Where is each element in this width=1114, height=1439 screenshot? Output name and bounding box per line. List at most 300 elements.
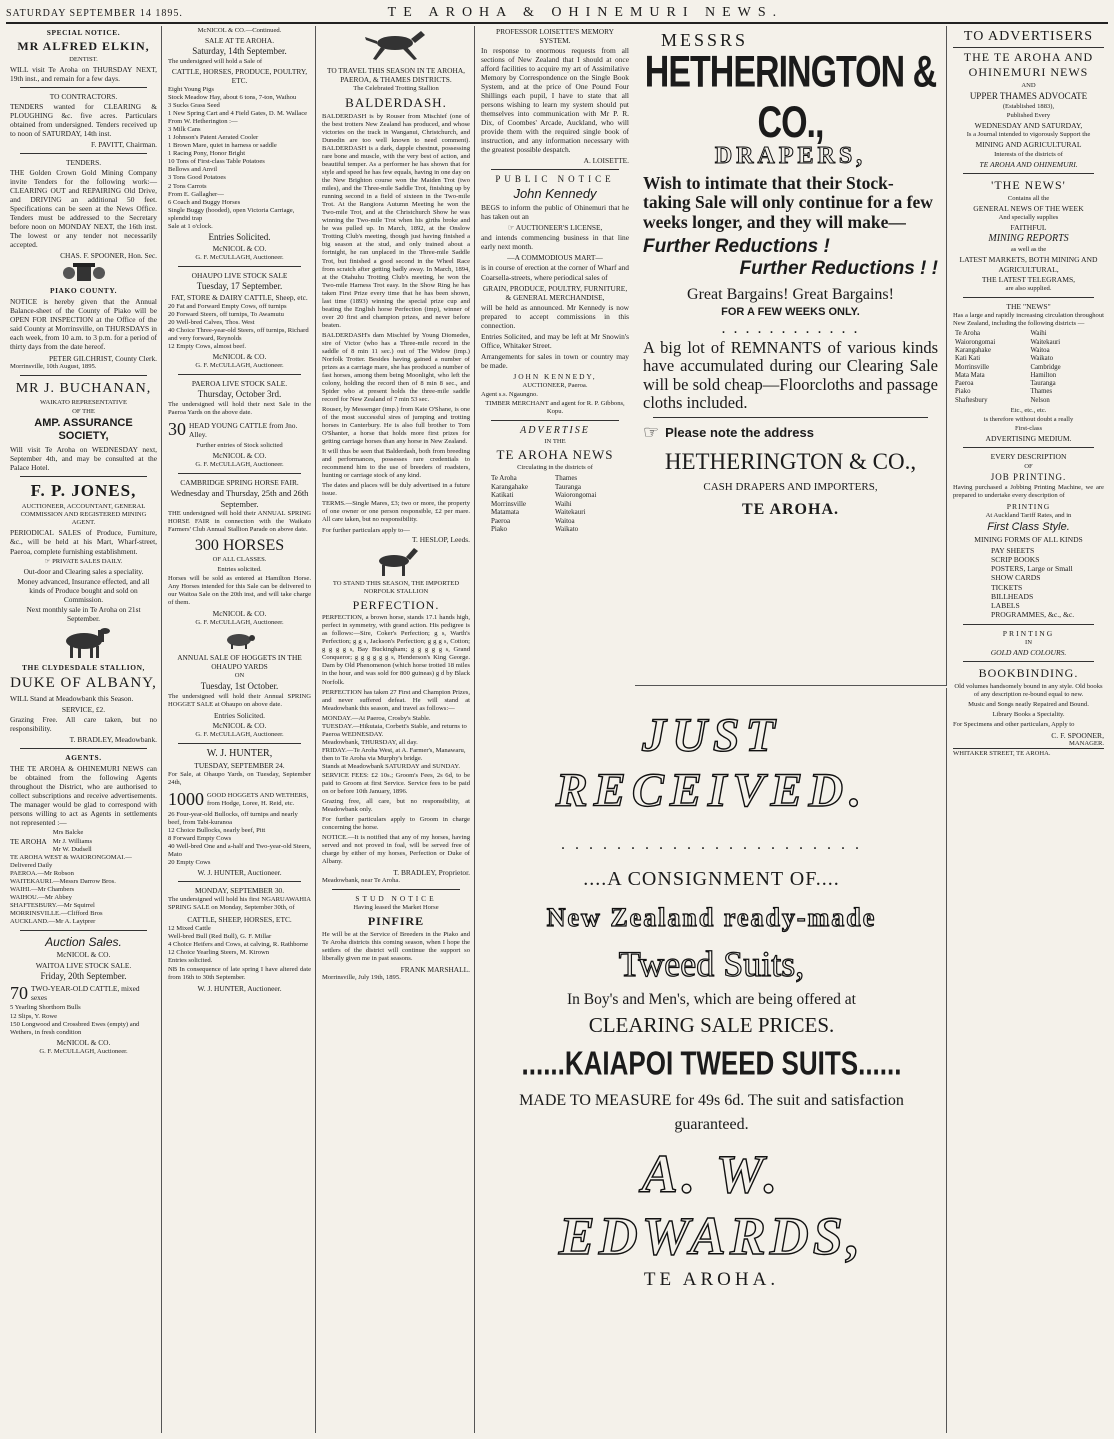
mart-body: is in course of erection at the corner of Wharf and Coarsella-streets, where periodical sales of [481,263,629,282]
piako-heading: PIAKO COUNTY. [49,286,118,296]
cambridge-date: Wednesday and Thursday, 25th and 26th September. [170,488,309,509]
duke-signature: T. BRADLEY, Meadowbank. [69,735,157,745]
kennedy-name: John Kennedy [513,186,597,202]
agents-list [10,854,157,926]
dot-divider: . . . . . . . . . . . . [721,319,860,337]
list-item: 12 Slips, Y. Rowe [10,1012,58,1020]
special-notice-heading: SPECIAL NOTICE. [46,28,121,37]
sale-intro: The undersigned will hold a Sale of [168,58,263,66]
boys-and-mens: In Boy's and Men's, which are being offered at [567,990,856,1008]
monday-signature: W. J. HUNTER, Auctioneer. [197,983,282,993]
pointing-hand-icon: ☞ [44,557,53,565]
list-item: 40 Choice Three-year-old Steers, off turnips, Richard and very forward, Reynolds [168,326,309,342]
divider [178,374,301,375]
celebrated-label: The Celebrated Trotting Stallion [353,85,439,93]
entries-solicited: Entries Solicited. [214,710,265,720]
paeroa-further: Further entries of Stock solicited [196,442,283,450]
buchanan-of: OF THE [72,407,95,415]
paeroa-heading: PAEROA LIVE STOCK SALE. [191,379,288,388]
stud-body: Having leased the Market Horse [353,904,439,912]
divider [20,930,147,931]
to-advertisers: TO ADVERTISERS [953,28,1104,48]
license-body: and intends commencing business in that line early next month. [481,233,629,252]
mining-forms: MINING FORMS OF ALL KINDS [974,535,1083,545]
ohaupo-list [168,303,311,351]
divider [178,743,301,744]
reductions-2: Further Reductions ! ! [739,257,938,279]
balderdash-body-4: It will thus be seen that Balderdash, both from breeding and performances, possesses rare credentials to recommend him to the use of breeders of roadsters, hunting or carriage stock of any kind. [322,448,470,480]
list-item: PAEROA.—Mr Robson [10,869,74,877]
kennedy-entries: Entries Solicited, and may be left at Mr Snowin's Office, Whitaker Street. [481,331,629,350]
trotting-horse-icon [361,29,431,63]
bookbinding-2: Music and Songs neatly Repaired and Bound. [968,700,1089,708]
balderdash-body-3: Rouser, by Messenger (imp.) from Kate O'Shane, is one of the most successful sires of jumping and trotting horses in Canterbury. He is also full brother to Tom O'Shanter, a horse that holds more first prizes for getting carriage horses than any horse in New Zealand. [322,406,470,446]
district-name: Thames [555,474,578,483]
jones-name: F. P. JONES, [30,480,137,500]
contractors-body: TENDERS wanted for CLEARING & PLOUGHING &c. five acres. Particulars obtained from undersigned. Tenders received up to noon of SATURDAY, 14th inst. [10,101,157,138]
list-item: SHOW CARDS [991,573,1041,583]
stand-heading: TO STAND THIS SEASON, THE IMPORTED NORFOLK STALLION [332,579,460,595]
specimens: For Specimens and other particulars, Apply to [953,720,1075,728]
as-well-as: as well as the [1010,246,1047,254]
monday-heading: MONDAY, SEPTEMBER 30. [194,886,285,896]
waitoa-count: 70 [10,982,28,1003]
district-name: Waiorongomai [555,491,597,500]
list-item: 20 Forward Steers, off turnips, To Awamutu [168,310,284,318]
auctioneer-signature: G. F. McCULLAGH, Auctioneer. [195,730,284,738]
list-item: MORRINSVILLE.—Clifford Bros [10,909,103,917]
issue-date: SATURDAY SEPTEMBER 14 1895. [6,7,183,19]
in-the: IN THE [544,438,566,446]
mining-agricultural: MINING AND AGRICULTURAL [975,140,1082,150]
waitoa-list [10,1004,157,1036]
waitoa-date: Friday, 20th September. [40,970,127,981]
grain-body: will be held as announced. Mr Kennedy is now prepared to accept commissions in this connection. [481,302,629,330]
list-item: 20 Empty Cows [168,859,211,867]
few-weeks-only: FOR A FEW WEEKS ONLY. [721,305,860,318]
in-label: IN [1025,638,1032,646]
district-name: Cambridge [1030,363,1061,371]
contractors-signature: F. PAVITT, Chairman. [91,139,157,149]
bookbinding: BOOKBINDING. [978,666,1079,681]
new-zealand-ready-made: New Zealand ready-made [546,903,877,932]
elkin-body: WILL visit Te Aroha on THURSDAY NEXT, 19th inst., and remain for a few days. [10,64,157,83]
list-item: 4 Choice Heifers and Cows, at calving, R. Rathborne [168,940,309,948]
column-7 [949,26,1108,1433]
district-name: Shaftesbury [955,396,988,404]
upper-thames: UPPER THAMES ADVOCATE [969,91,1088,102]
hoggets-on: ON [234,671,245,679]
list-item: 12 Choice Yearling Steers, M. Kirown [168,948,270,956]
list-item: 1 Johnson's Patent Aerated Cooler [168,134,259,142]
list-item: Stands at Meadowbank SATURDAY and SUNDAY. [322,762,460,770]
horses-300: 300 HORSES [194,536,285,554]
timber-note: TIMBER MERCHANT and agent for R. P. Gibbons, Kopu. [485,399,625,415]
sale-heading: SALE AT TE AROHA. [204,36,275,46]
district-name: Piako [955,388,971,396]
hunter-hoggets [168,789,311,811]
divider [963,297,1094,298]
agents-te-aroha [10,829,157,853]
waitoa-auctioneer: G. F. McCULLAGH, Auctioneer. [39,1047,128,1055]
list-item: WAIHOU.—Mr Abbey [10,893,72,901]
district-name: Waiorongomai [955,338,996,346]
etc: Etc., etc., etc. [1010,406,1047,414]
firm-signature: McNICOL & CO. [212,608,267,618]
divider [491,169,619,170]
mart-heading: —A COMMODIOUS MART— [507,253,603,263]
auctioneer-signature: G. F. McCULLAGH, Auctioneer. [195,253,284,261]
divider [20,748,147,749]
hetherington-name: HETHERINGTON & CO., [644,47,937,148]
firm-signature: McNICOL & CO. [212,351,267,361]
column-4 [477,26,633,686]
district-name: Mata Mata [955,371,985,379]
auction-firm: McNICOL & CO. [56,950,111,960]
agents-body: THE TE AROHA & OHINEMURI NEWS can be obtained from the following Agents throughout the District, who are authorised to collect subscriptions and receive advertisements. The manager would be glad to correspond with persons willing to act as Agents in settlements not represented :— [10,764,157,828]
ohaupo-date: Tuesday, 17 September. [196,280,283,291]
list-item: FRIDAY.—Te Aroha West, at A. Farmer's, Manawaru, then to Te Aroha via Murphy's bridge. [322,746,466,762]
newspaper-title: TE AROHA & OHINEMURI NEWS. [387,5,784,20]
loisette-heading: PROFESSOR LOISETTE'S MEMORY SYSTEM. [496,27,614,46]
monday-body: The undersigned will hold his first NGARUAWAHIA SPRING SALE on Monday, September 30th, of [168,896,311,912]
hunter-list [168,811,311,867]
district-name: Tauranga [1030,380,1056,388]
divider [653,417,928,418]
drapers-heading: DRAPERS, [714,143,867,169]
divider [963,624,1094,625]
piako-signature: PETER GILCHRIST, County Clerk. [48,353,157,363]
district-name: Waitoa [1030,347,1050,355]
district-name: Tauranga [555,482,581,491]
monday-list [168,925,311,965]
list-item: PROGRAMMES, &c., &c. [991,610,1075,620]
grain-heading: GRAIN, PRODUCE, POULTRY, FURNITURE, & GENERAL MERCHANDISE, [482,283,628,302]
list-item: LABELS [991,601,1020,611]
list-item: WAITEKAURI.—Messrs Darrow Bros. [10,877,116,885]
pointing-hand-icon: ☞ [507,223,516,233]
faithful-label: FAITHFUL [1010,222,1047,232]
bookbinding-3: Library Books a Speciality. [992,710,1065,718]
hoggets-date: Tuesday, 1st October. [200,680,279,691]
printing-label: PRINTING [1006,501,1051,511]
tweed-suits: Tweed Suits, [618,943,805,984]
ohaupo-title: FAT, STORE & DAIRY CATTLE, Sheep, etc. [171,292,308,302]
office-address: WHITAKER STREET, TE AROHA. [953,748,1104,758]
list-item: 150 Longwood and Crossbred Ewes (empty) and Wethers, in fresh condition [10,1020,140,1036]
interests-of: Interests of the districts of [994,150,1063,158]
perfection-place: Meadowbank, near Te Aroha. [322,877,400,885]
list-item: Bellows and Anvil [168,166,218,174]
service-fee: SERVICE, £2. [61,705,106,715]
list-item: TICKETS [991,582,1023,592]
monday-title: CATTLE, SHEEP, HORSES, ETC. [187,914,292,924]
horses-entries: Entries solicited. [217,565,262,573]
district-name: Kati Kati [955,355,981,363]
list-item: 3 Sucks Grass Seed [168,102,220,110]
divider [178,473,301,474]
list-item: 2 Tons Carrots [168,182,207,190]
advertising-medium: ADVERTISING MEDIUM. [985,434,1072,444]
districts-name: TE AROHA AND OHINEMURI. [979,159,1078,169]
contains-all: Contains all the [1007,194,1050,202]
news-name: TE AROHA NEWS [496,447,614,463]
tenders-signature: CHAS. F. SPOONER, Hon. Sec. [60,251,157,261]
sale-date: Saturday, 14th September. [192,46,287,57]
list-item: From W. Hetherington :— [168,118,238,126]
list-item: 12 Mixed Cattle [168,924,211,932]
stallion-icon [368,547,424,577]
district-name: Katikati [491,491,514,500]
list-item: Entries solicited. [168,956,213,964]
perfection-days [322,715,470,771]
hunter-date: TUESDAY, SEPTEMBER 24. [194,761,285,771]
buchanan-subtitle: WAIKATO REPRESENTATIVE [39,398,128,406]
hoggets-heading: ANNUAL SALE OF HOGGETS IN THE OHAUPO YARDS [177,652,302,671]
hetherington-ad [635,26,947,686]
tenders-body: THE Golden Crown Gold Mining Company invite Tenders for the following work:—CLEARING OUT and REPAIRING Old Drive, and DRIVING an additional 50 feet. Specifications can be seen at the News Office. Tenders must be addressed to the Secretary before noon on MONDAY NEXT, the 16th inst. The lowest or any tender not necessarily accepted. [10,167,157,250]
the-news-label: 'THE NEWS' [991,177,1066,192]
district-name: Te Aroha [955,330,981,338]
stud-notice-heading: STUD NOTICE [355,894,437,904]
buchanan-name: MR J. BUCHANAN, [15,380,152,396]
contractors-heading: TO CONTRACTORS. [49,91,118,101]
divider [178,881,301,882]
first-class: First-class [1014,425,1043,433]
auctioneer-signature: G. F. McCULLAGH, Auctioneer. [195,461,284,469]
district-name: Morrinsville [955,363,989,371]
auctioneer-signature: G. F. McCULLAGH, Auctioneer. [195,361,284,369]
te-aroha-1: TE AROHA. [741,500,839,518]
waitoa-heading: WAITOA LIVE STOCK SALE. [35,960,132,970]
masthead [6,4,1108,24]
perfection-title: PERFECTION. [352,597,440,612]
pinfire-date: Morrinsville, July 19th, 1895. [322,974,401,982]
firm-signature: McNICOL & CO. [212,720,267,730]
circulating: Circulating in the districts of [517,464,593,472]
note-address: ☞ Please note the address [643,421,814,442]
divider [20,375,147,376]
list-item: Eight Young Pigs [168,86,214,94]
hunter-signature: W. J. HUNTER, Auctioneer. [197,868,282,878]
list-item: BILLHEADS [991,591,1034,601]
waitoa-cattle [10,983,157,1005]
district-list-2 [955,330,1102,405]
balderdash-further: For further particulars apply to— [322,526,410,534]
pinfire-signature: FRANK MARSHALL. [400,965,470,975]
district-name: Waitekauri [555,508,586,517]
job-printing: JOB PRINTING. [990,471,1067,482]
stocktaking-notice: Wish to intimate that their Stock-taking Sale will only continue for a few weeks longer, and they will make— [643,173,933,232]
mining-reports: MINING REPORTS [988,233,1069,245]
piako-date: Morrinsville, 10th August, 1895. [10,362,97,370]
cambridge-heading: CAMBRIDGE SPRING HORSE FAIR. [180,478,299,488]
district-name: Karangahake [955,347,991,355]
agents-te-aroha-label: TE AROHA [10,837,47,847]
firm-signature: McNICOL & CO. [212,243,267,253]
list-item: Sale at 1 o'clock. [168,222,213,230]
sale-list [168,86,311,231]
column-1 [6,26,162,1433]
paeroa-body: The undersigned will hold their next Sale in the Paeroa Yards on the above date. [168,401,311,417]
list-item: 8 Forward Empty Cows [168,835,232,843]
list-item: SCRIP BOOKS [991,554,1040,564]
printing-label-2: PRINTING [1002,628,1055,638]
balderdash-title: BALDERDASH. [345,95,447,111]
divider [20,476,147,477]
list-item: AUCKLAND.—Mr A. Laytprer [10,917,96,925]
list-item: 3 Milk Cans [168,126,201,134]
kennedy-body: BEGS to inform the public of Ohinemuri that he has taken out an [481,203,629,222]
travel-heading: TO TRAVEL THIS SEASON IN TE AROHA, PAEROA, & THAMES DISTRICTS. [326,66,466,85]
agent-name: Mrs Balcke [52,829,84,837]
public-notice-heading: PUBLIC NOTICE [495,174,615,185]
perfection-fees: SERVICE FEES: £2 10s.; Groom's Fees, 2s 6d, to be paid to Groom at first Service. Service fees to be paid on or before 10th January, 1896. [322,771,470,795]
district-name: Paeroa [491,516,511,525]
specially-supplies: And specially supplies [998,213,1059,221]
loisette-signature: A. LOISETTE. [583,156,629,166]
circulation-note: Has a large and rapidly increasing circulation throughout New Zealand, including the following districts — [953,312,1104,328]
list-item: TE AROHA WEST & WAIORONGOMAI.—Delivered Daily [10,853,132,869]
list-item: From E. Gallagher— [168,190,224,198]
list-item: 40 Well-bred One and a-half and Two-year-old Steers, Mato [168,843,311,859]
te-aroha-2: TE AROHA. [643,1268,780,1290]
edwards-ad [477,688,947,1433]
list-item: 1 Brown Mare, quiet in harness or saddle [168,142,277,150]
perfection-grazing: Grazing free, all care, but no responsibility, at Meadowbank only. [322,797,470,813]
perfection-signature: T. BRADLEY, Proprietor. [393,868,470,878]
cash-drapers: CASH DRAPERS AND IMPORTERS, [703,480,878,493]
district-name: Waihi [1030,330,1047,338]
firm-signature: McNICOL & CO. [212,451,267,461]
pinfire-body: He will be at the Service of Breeders in the Piako and Te Aroha districts this coming season, when I hope the settlers of the district will continue the support so liberally given me in past seasons. [322,930,470,963]
district-name: Paeroa [955,380,974,388]
district-list [491,474,619,534]
hunter-count: 1000 [168,789,204,810]
perfection-body: PERFECTION, a brown horse, stands 17.1 hands high, perfect in symmetry, with grand action. His pedigree is as follows:—Sire, Coker's Perfection; g s, Warth's Perfection; g g s, Jackson's Perfection; g g g s, Cotton; g g g g s, Bay Buckingham; g g g g g s, Grand Conqueror; g g g g g g s, Henderson's King George. Dam by Old Phenomenon (which horse trotted 18 miles in the hour, and was sold for 800 guineas) g d by Black Norfolk. [322,614,470,686]
list-item: 12 Choice Bullocks, nearly beef, Pitt [168,827,266,835]
monday-nb: NB In consequence of late spring I have altered date from 16th to 30th September. [168,965,311,981]
cambridge-body: THE undersigned will hold their ANNUAL SPRING HORSE FAIR in connection with the Waikato Farmers' Club Annual Stallion Parade on above date. [168,509,311,533]
amp-body: Will visit Te Aroha on WEDNESDAY next, September 4th, and may be consulted at the Palace Hotel. [10,444,157,472]
tenders-heading: TENDERS. [65,157,102,167]
hunter-hoggets-text: GOOD HOGGETS AND WETHERS, from Hodge, Loree, H. Reid, etc. [207,792,309,808]
kaiapoi-tweed-suits: ......KAIAPOI TWEED SUITS...... [521,1043,902,1083]
paeroa-cattle [168,419,311,441]
kennedy-arrangements: Arrangements for sales in town or country may be made. [481,351,629,370]
district-name: Waikato [1030,355,1053,363]
reductions-1: Further Reductions ! [643,235,830,257]
list-item: 12 Empty Cows, almost beef. [168,342,247,350]
divider [20,153,147,154]
paeroa-date: Thursday, October 3rd. [197,389,282,400]
district-name: Piako [491,525,507,534]
list-item: 1 New Spring Cart and 4 Field Gates, D. M. Wallace [168,110,308,118]
columns [6,26,1108,1433]
piako-body: NOTICE is hereby given that the Annual Balance-sheet of the County of Piako will be OPEN FOR INSPECTION at the Office of the said County at Morrinsville, on THURSDAYS in each week, from 10 a.m. to 3 p.m. for a period of thirty days from the date hereof. [10,297,157,352]
district-name: Te Aroha [491,474,517,483]
hunter-body: For Sale, at Ohaupo Yards, on Tuesday, September 24th, [168,771,311,787]
agents-heading: AGENTS. [65,753,102,763]
list-item: Single Buggy (hooded), open Victoria Carriage, splendid trap [168,206,295,222]
agents-te-aroha-list [53,829,92,853]
divider [491,420,619,421]
and-label: AND [1021,82,1036,90]
list-item: TUESDAY.—Hikutaia, Corbett's Stable, and returns to Paeroa WEDNESDAY. [322,722,467,738]
duke-of-albany: DUKE OF ALBANY, [10,674,157,691]
printing-items [991,546,1104,620]
horses-subtitle: OF ALL CLASSES. [212,556,267,564]
latest-markets: LATEST MARKETS, BOTH MINING AND AGRICULTURAL, [959,255,1098,274]
auction-sales-heading: Auction Sales. [45,934,122,949]
list-item: MONDAY.—At Paeroa, Crosby's Stable. [322,714,431,722]
list-item: 1 Racing Pony, Honor Bright [168,150,246,158]
general-news: GENERAL NEWS OF THE WEEK [973,203,1084,213]
publication-days: WEDNESDAY AND SATURDAY, [974,121,1083,131]
list-item: 6 Coach and Buggy Horses [168,198,241,206]
coat-of-arms-icon [59,263,109,283]
waitoa-signature: McNICOL & CO. [56,1037,111,1047]
a-w-edwards: A. W. EDWARDS, [558,1143,865,1266]
divider [178,266,301,267]
having-purchased: Having purchased a Jobbing Printing Machine, we are prepared to undertake every description of [953,483,1104,499]
district-name: Thames [1030,388,1053,396]
district-name: Waitoa [555,516,575,525]
district-name: Morrinsville [491,499,526,508]
license-heading: ☞ AUCTIONEER'S LICENSE, [507,223,603,233]
waitoa-cattle-text: TWO-YEAR-OLD CATTLE, mixed sexes [31,984,140,1003]
horses-body: Horses will be sold as entered at Hamilton Horse. Any Horses intended for this Sale can be delivered to our Waitoa Sale on the 20th inst, and will take charge of them. [168,574,311,606]
the-news-2: THE "NEWS" [1006,302,1051,312]
divider [20,87,147,88]
amp-society: AMP. ASSURANCE SOCIETY, [34,416,133,443]
column-2 [164,26,316,1433]
list-item: WAIHI.—Mr Chambers [10,885,75,893]
tariff-rates: At Auckland Tariff Rates, and in [985,511,1072,519]
district-name: Hamilton [1030,371,1057,379]
advertise-heading: ADVERTISE [520,424,590,436]
therefore: is therefore without doubt a really [983,416,1074,424]
latest-telegrams: THE LATEST TELEGRAMS, [981,274,1076,284]
of-label: OF [1024,462,1033,470]
pinfire-title: PINFIRE [367,914,425,929]
perfection-notice: NOTICE.—It is notified that any of my horses, having served and not proved in foal, will be served free of charge by either of my horses, Perfection or Duke of Albany. [322,834,470,866]
hetherington-name-2: HETHERINGTON & CO., [664,448,917,474]
agent-name: Mr W. Dudsell [52,845,92,853]
messrs-label: MESSRS [661,30,749,50]
spooner-name: C. F. SPOONER, [1051,730,1104,740]
district-name: Karangahake [491,482,528,491]
list-item: SHAFTESBURY.—Mr Squirrel [10,901,95,909]
elkin-name: MR ALFRED ELKIN, [17,39,150,54]
paeroa-cattle-text: HEAD YOUNG CATTLE from Jno. Alley. [189,421,298,440]
list-item: Well-bred Bull (Red Bull), G. F. Millar [168,932,272,940]
just-received: JUST RECEIVED. [555,709,868,817]
balderdash-signature: T. HESLOP, Leeds. [412,534,470,544]
established: (Established 1883), [1002,103,1055,111]
clydesdale-heading: THE CLYDESDALE STALLION, [21,662,146,672]
divider [332,889,460,890]
first-class-style: First Class Style. [987,520,1070,533]
list-item: PAY SHEETS [991,545,1035,555]
published-every: Published Every [1006,112,1051,120]
jones-outdoor: Out-door and Clearing sales a speciality. [23,566,144,576]
balderdash-body-2: BALDERDASH's dam Mischief by Young Diomedes, sire of Victor (who has a Three-mile record in the saddle of 8 min 11 sec.) out of The Widow (imp.) Norfolk Trotter. Besides having gained a number of prizes as a carriage mare, she has produced a number of fast horses, among them being Moonlight, who left the colony, holding the record then of 8 min 8 sec., and Spider who at present holds the three-mile saddle record for New Zealand of 7 min 53 sec. [322,331,470,404]
jones-subtitle: AUCTIONEER, ACCOUNTANT, GENERAL COMMISSION AND REGISTERED MINING AGENT. [20,503,147,527]
clearing-sale-prices: CLEARING SALE PRICES. [588,1012,835,1037]
bookbinding-1: Old volumes handsomely bound in any style. Old books of any description re-bound equal to new. [954,682,1103,698]
remnants-notice: A big lot of REMNANTS of various kinds have accumulated during our Clearing Sale will be sold cheap—Floorcloths and passage cloths included. [643,337,938,413]
